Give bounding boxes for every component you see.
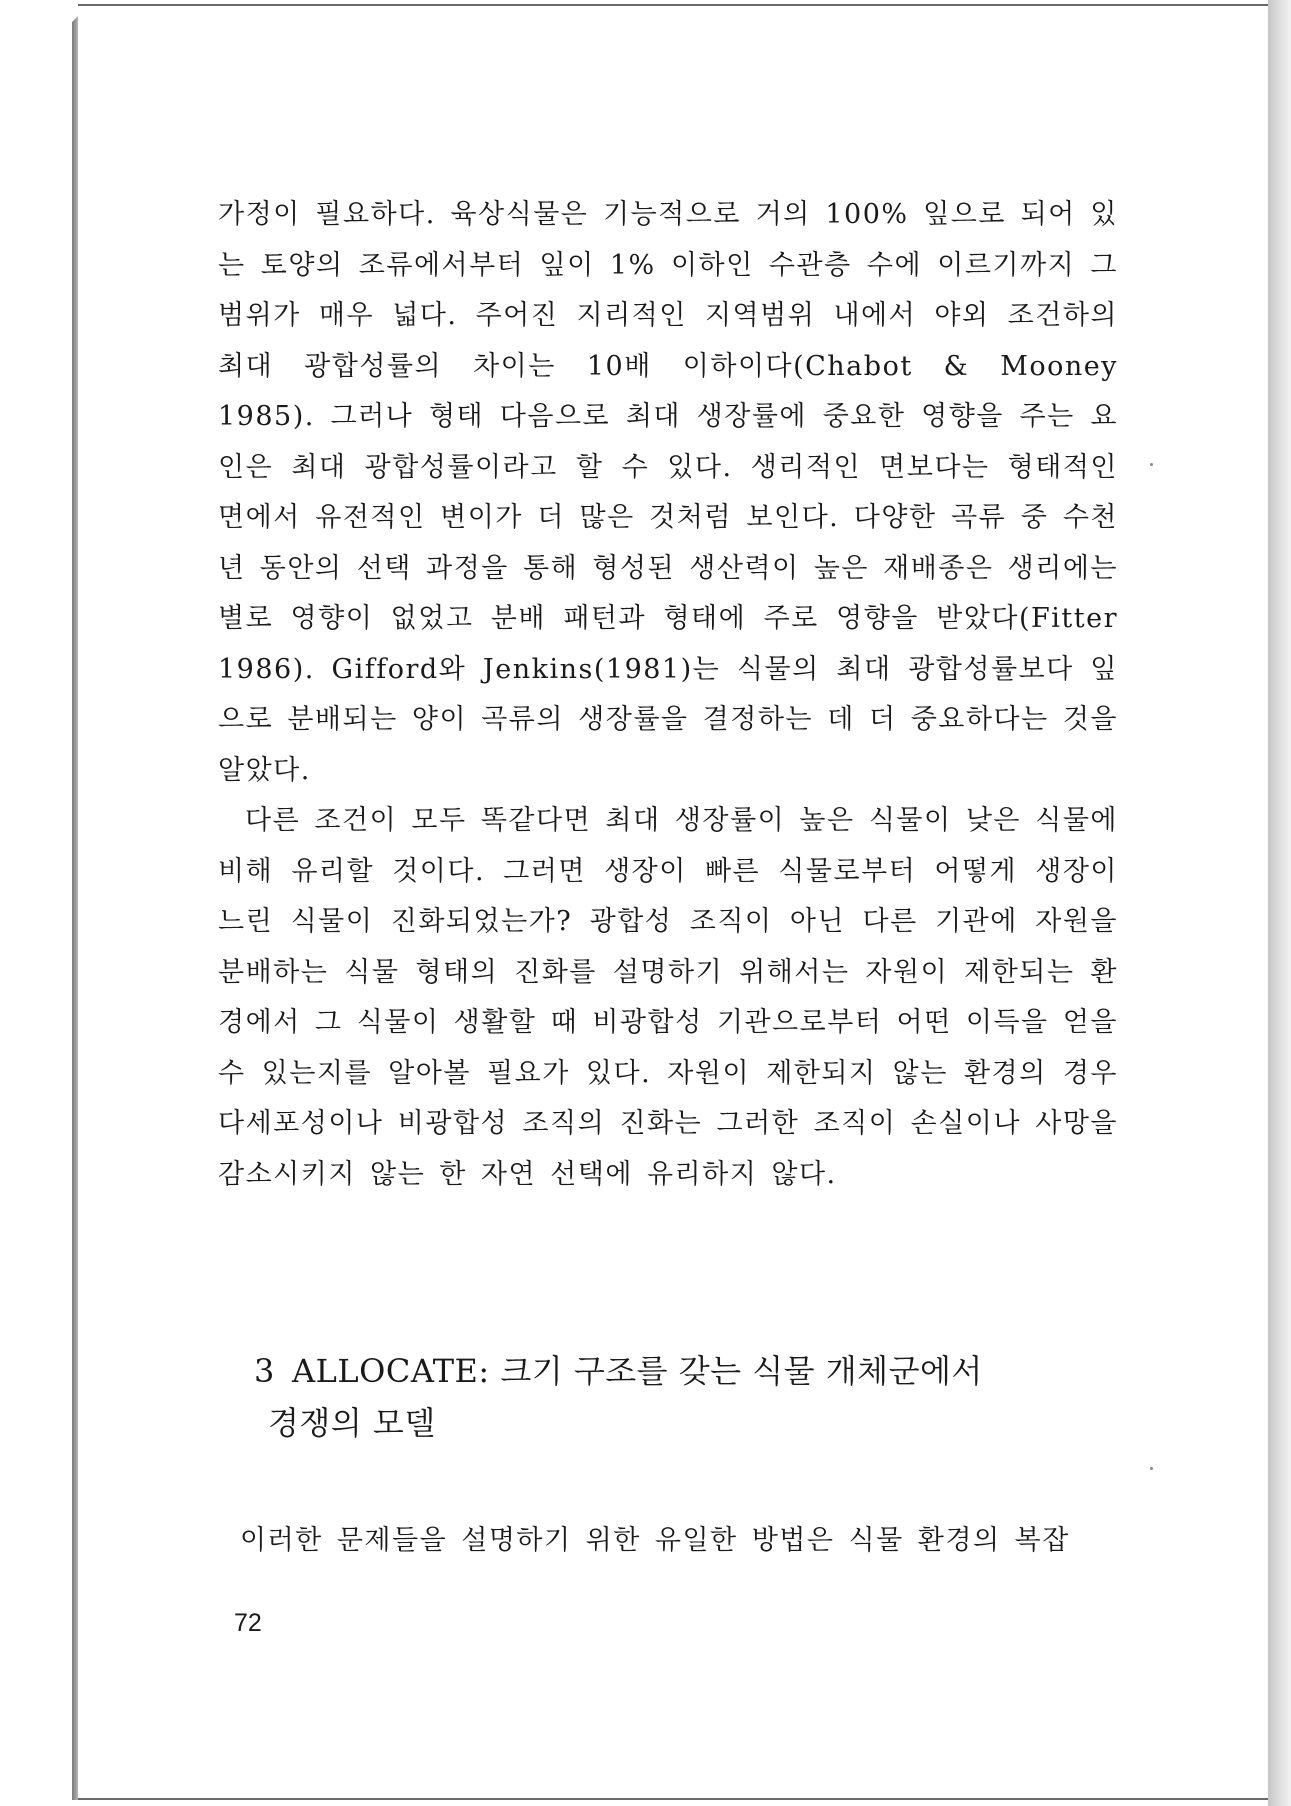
- section-number: 3: [254, 1352, 275, 1390]
- section-title-line-1: ALLOCATE: 크기 구조를 갖는 식물 개체군에서: [292, 1352, 983, 1390]
- page-edge-shadow: [1268, 0, 1291, 1806]
- scan-speck: [1150, 463, 1153, 466]
- section-title-line-2: 경쟁의 모델: [268, 1404, 436, 1442]
- paragraph-3: 이러한 문제들을 설명하기 위한 유일한 방법은 식물 환경의 복잡: [240, 1525, 1070, 1556]
- page-number: 72: [234, 1609, 262, 1637]
- scan-speck: [1150, 1467, 1153, 1470]
- section-heading: [240, 1345, 1114, 1449]
- body-text: [218, 190, 1118, 1200]
- paragraph-2: 다른 조건이 모두 똑같다면 최대 생장률이 높은 식물이 낮은 식물에 비해 유리할 것이다. 그러면 생장이 빠른 식물로부터 어떻게 생장이 느린 식물이 진화되었는가? 광합성 조직이 아닌 다른 기관에 자원을 분배하는 식물 형태의 진화를 설명하기 위해서는 자원이 제한되는 환경에서 그 식물이 생활할 때 비광합성 기관으로부터 어떤 이득을 얻을 수 있는지를 알아볼 필요가 있다. 자원이 제한되지 않는 환경의 경우 다세포성이나 비광합성 조직의 진화는 그러한 조직이 손실이나 사망을 감소시키지 않는 한 자연 선택에 유리하지 않다.: [218, 805, 1118, 1190]
- paragraph-1: 가정이 필요하다. 육상식물은 기능적으로 거의 100% 잎으로 되어 있는 토양의 조류에서부터 잎이 1% 이하인 수관층 수에 이르기까지 그 범위가 매우 넓다. 주어진 지리적인 지역범위 내에서 야외 조건하의 최대 광합성률의 차이는 10배 이하이다(Chabot & Mooney 1985). 그러나 형태 다음으로 최대 생장률에 중요한 영향을 주는 요인은 최대 광합성률이라고 할 수 있다. 생리적인 면보다는 형태적인 면에서 유전적인 변이가 더 많은 것처럼 보인다. 다양한 곡류 중 수천년 동안의 선택 과정을 통해 형성된 생산력이 높은 재배종은 생리에는 별로 영향이 없었고 분배 패턴과 형태에 주로 영향을 받았다(Fitter 1986). Gifford와 Jenkins(1981)는 식물의 최대 광합성률보다 잎으로 분배되는 양이 곡류의 생장률을 결정하는 데 더 중요하다는 것을 알았다.: [218, 199, 1118, 786]
